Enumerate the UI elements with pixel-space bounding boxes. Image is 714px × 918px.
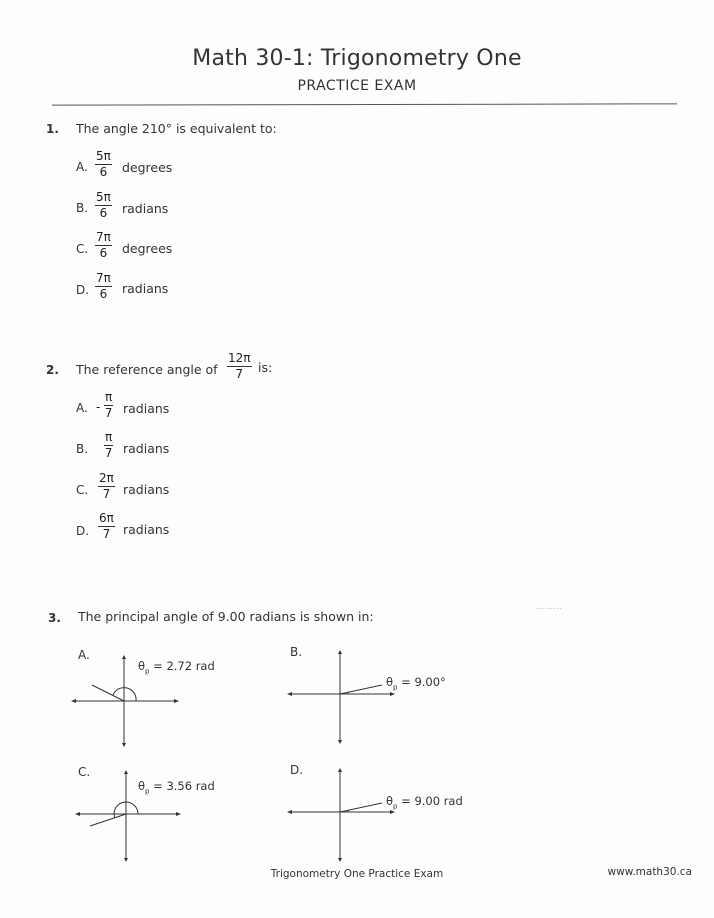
- theta-subscript: p: [393, 683, 398, 692]
- question-2-option-a-letter: A.: [76, 401, 88, 415]
- question-3-prompt: The principal angle of 9.00 radians is shown in:: [78, 609, 374, 624]
- fraction-numerator: 6π: [99, 511, 114, 525]
- question-1-option-b-letter: B.: [76, 201, 89, 215]
- question-2-option-d-unit: radians: [123, 522, 170, 537]
- x-axis-arrow-left: [287, 810, 292, 814]
- question-2-prompt-after: is:: [258, 360, 273, 375]
- terminal-arm: [92, 685, 124, 701]
- fraction-denominator: 7: [102, 487, 111, 501]
- fraction-denominator: 7: [235, 367, 244, 381]
- theta-symbol: θ: [386, 794, 394, 808]
- y-axis-arrow-bottom: [124, 858, 128, 862]
- question-2-option-a-sign: -: [96, 400, 101, 414]
- question-3-option-d-letter: D.: [290, 763, 304, 777]
- question-1-prompt: The angle 210° is equivalent to:: [76, 121, 277, 136]
- question-3-option-b-letter: B.: [290, 645, 303, 659]
- question-1-option-d-letter: D.: [76, 283, 90, 297]
- terminal-arm: [90, 814, 126, 826]
- y-axis-arrow: [338, 650, 342, 654]
- x-axis-arrow-left: [71, 699, 76, 703]
- question-1-option-c-unit: degrees: [122, 241, 173, 256]
- x-axis-arrow: [174, 699, 179, 703]
- fraction-denominator: 6: [99, 165, 108, 179]
- angle-value: = 2.72 rad: [153, 659, 215, 673]
- fraction-numerator: π: [105, 390, 113, 404]
- question-2-option-d-fraction: [98, 512, 115, 541]
- question-2-option-c-fraction: [98, 472, 115, 501]
- question-1-option-a-letter: A.: [76, 160, 88, 174]
- question-2-option-a-unit: radians: [123, 401, 170, 416]
- question-2-option-d-letter: D.: [76, 524, 90, 538]
- question-1-option-d-fraction: [95, 272, 112, 301]
- theta-symbol: θ: [386, 675, 394, 689]
- x-axis-arrow-left: [287, 692, 292, 696]
- question-2-option-b-letter: B.: [76, 442, 89, 456]
- y-axis-arrow: [124, 770, 128, 774]
- fraction-numerator: 5π: [96, 190, 111, 204]
- page-subtitle: PRACTICE EXAM: [297, 78, 417, 94]
- fraction-numerator: π: [105, 430, 113, 444]
- question-3-option-b-diagram: [288, 652, 398, 742]
- question-3-option-d-label: [386, 794, 463, 810]
- fraction-numerator: 2π: [99, 471, 114, 485]
- theta-symbol: θ: [138, 659, 146, 673]
- fraction-denominator: 7: [104, 446, 113, 460]
- question-2-option-a-fraction: [104, 391, 113, 420]
- question-3-option-d-diagram: [288, 770, 398, 860]
- fraction-numerator: 7π: [96, 271, 111, 285]
- question-1-option-c-letter: C.: [76, 242, 89, 256]
- question-2-prompt-before: The reference angle of: [76, 362, 218, 377]
- terminal-arm: [340, 685, 382, 694]
- question-2-option-c-letter: C.: [76, 483, 89, 497]
- angle-value: = 9.00 rad: [401, 794, 463, 808]
- fraction-numerator: 7π: [96, 230, 111, 244]
- page-title: Math 30-1: Trigonometry One: [192, 46, 522, 71]
- question-1-option-b-fraction: [95, 191, 112, 220]
- scan-smudge: .........: [536, 602, 562, 612]
- question-3-option-c-label: [138, 779, 215, 795]
- angle-diagram-b: [288, 652, 398, 742]
- question-1-number: 1.: [46, 122, 59, 136]
- terminal-arm: [340, 803, 382, 812]
- y-axis-arrow-bottom: [338, 740, 342, 744]
- question-2-prompt-fraction: [227, 352, 252, 381]
- fraction-denominator: 7: [104, 406, 113, 420]
- angle-arc: [113, 688, 136, 701]
- fraction-denominator: 6: [99, 246, 108, 260]
- x-axis-arrow: [176, 812, 181, 816]
- x-axis-arrow-left: [75, 812, 80, 816]
- x-axis-arrow: [390, 810, 395, 814]
- theta-symbol: θ: [138, 779, 146, 793]
- theta-subscript: p: [393, 802, 398, 811]
- question-3-option-c-letter: C.: [78, 765, 91, 779]
- fraction-denominator: 6: [99, 287, 108, 301]
- question-2-option-b-unit: radians: [123, 441, 170, 456]
- theta-subscript: p: [145, 787, 150, 796]
- y-axis-arrow: [122, 655, 126, 659]
- angle-diagram-d: [288, 770, 398, 860]
- question-2-option-b-fraction: [104, 431, 113, 460]
- question-1-option-d-unit: radians: [122, 281, 169, 296]
- y-axis-arrow: [338, 768, 342, 772]
- fraction-numerator: 5π: [96, 149, 111, 163]
- y-axis-arrow-bottom: [338, 858, 342, 862]
- question-1-option-b-unit: radians: [122, 201, 169, 216]
- question-2-option-c-unit: radians: [123, 482, 170, 497]
- question-3-option-b-label: [386, 675, 446, 691]
- angle-value: = 3.56 rad: [153, 779, 215, 793]
- footer-title: Trigonometry One Practice Exam: [270, 868, 444, 880]
- x-axis-arrow: [390, 692, 395, 696]
- fraction-numerator: 12π: [228, 351, 251, 365]
- fraction-denominator: 7: [102, 527, 111, 541]
- question-1-option-a-unit: degrees: [122, 160, 173, 175]
- y-axis-arrow-bottom: [122, 743, 126, 747]
- question-1-option-c-fraction: [95, 231, 112, 260]
- footer-website: www.math30.ca: [607, 866, 692, 878]
- question-3-number: 3.: [48, 611, 61, 625]
- question-2-number: 2.: [46, 363, 59, 377]
- question-3-option-a-label: [138, 659, 215, 675]
- angle-value: = 9.00°: [401, 675, 446, 689]
- theta-subscript: p: [145, 667, 150, 676]
- header-divider: [52, 103, 677, 105]
- question-3-option-a-letter: A.: [78, 648, 90, 662]
- question-1-option-a-fraction: [95, 150, 112, 179]
- fraction-denominator: 6: [99, 206, 108, 220]
